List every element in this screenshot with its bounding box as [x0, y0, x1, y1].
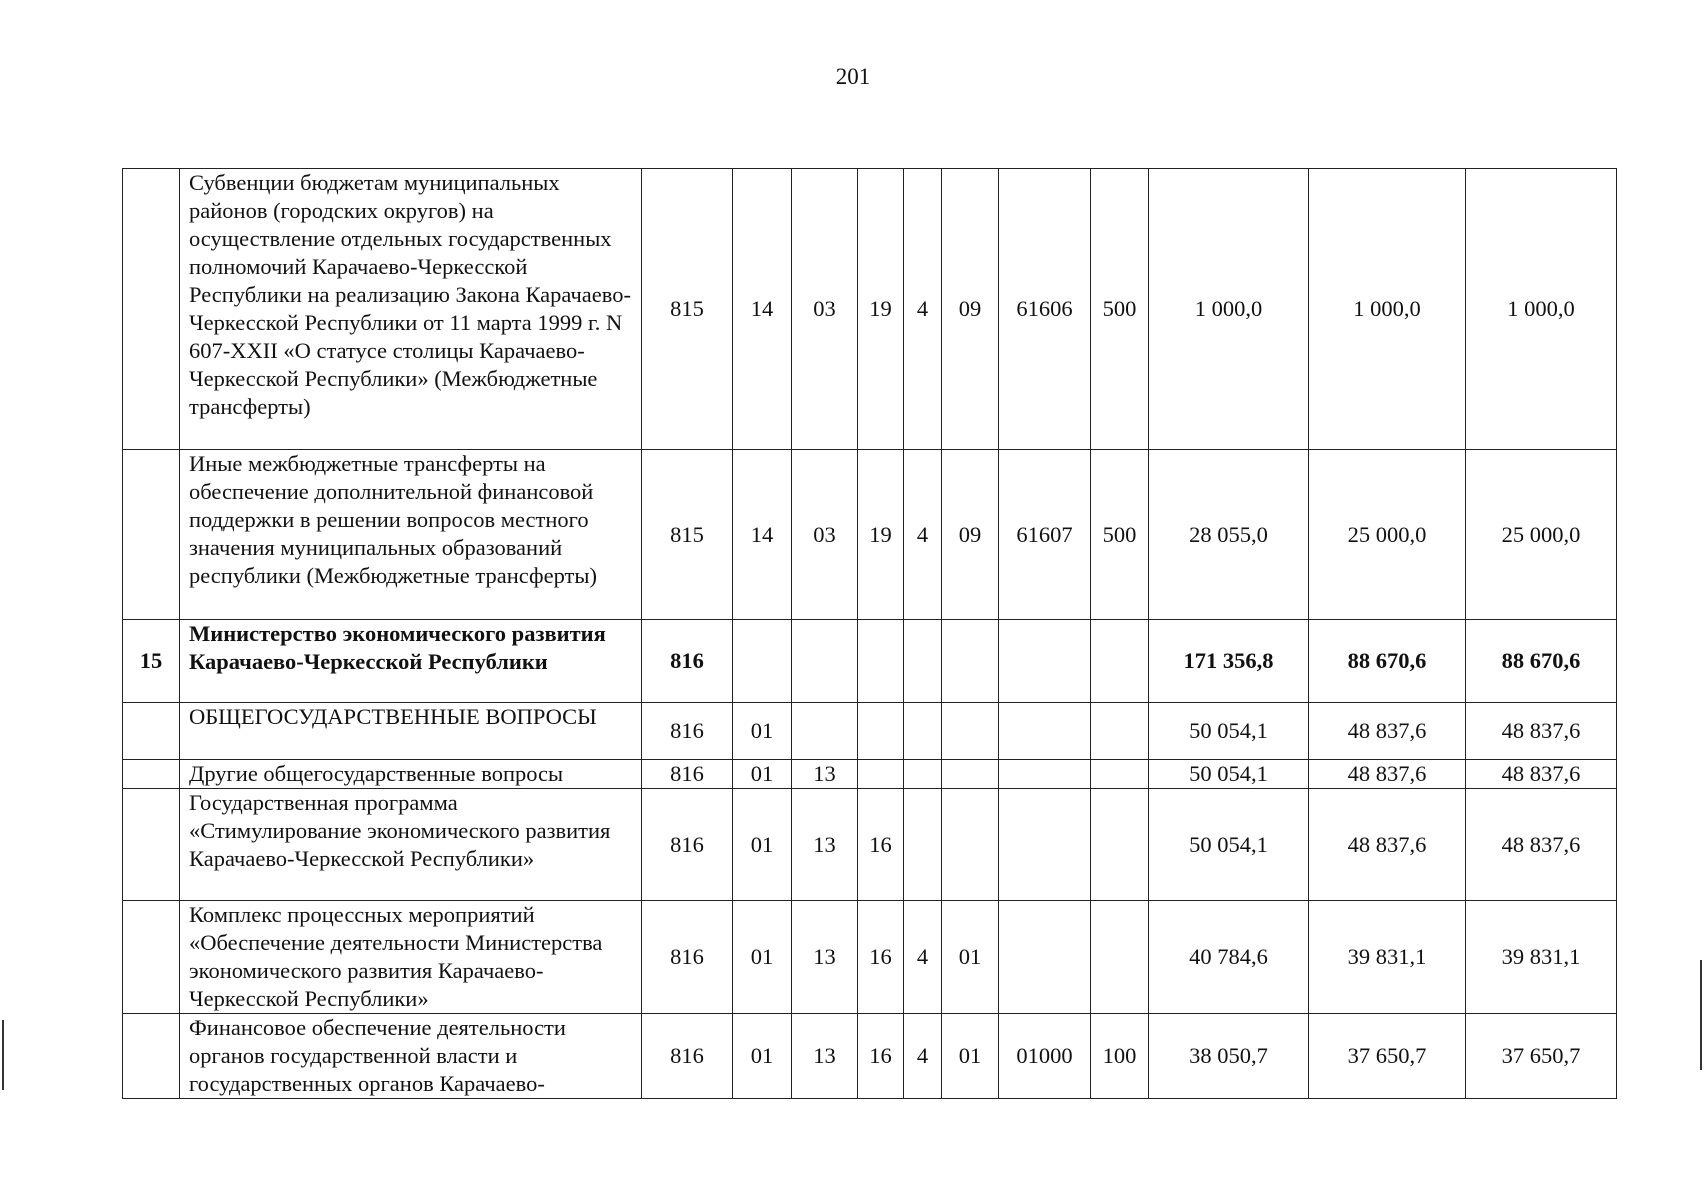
program-code-cell: 19: [858, 169, 904, 450]
expense-type-code-cell: [1091, 703, 1149, 760]
amount-year3-cell: 1 000,0: [1466, 169, 1617, 450]
department-code-cell: 816: [642, 703, 733, 760]
direction-code-cell: [999, 901, 1091, 1014]
direction-code-cell: [999, 760, 1091, 789]
item-name-cell: ОБЩЕГОСУДАРСТВЕННЫЕ ВОПРОСЫ: [180, 703, 642, 760]
subsection-code-cell: 03: [792, 450, 858, 620]
item-name-cell: Субвенции бюджетам муниципальных районов (городских округов) на осуществление отдельных государственных полномочий Карачаево-Черкесской Республики на реализацию Закона Карачаево-Черкесской Республики от 11 марта 1999 г. N 607-XXII «О статусе столицы Карачаево-Черкесской Республики» (Межбюджетные трансферты): [180, 169, 642, 450]
amount-year3-cell: 39 831,1: [1466, 901, 1617, 1014]
subsection-code-cell: 03: [792, 169, 858, 450]
program-code-cell: [858, 620, 904, 703]
amount-year3-cell: 48 837,6: [1466, 789, 1617, 901]
section-code-cell: 01: [733, 760, 792, 789]
program-code-cell: [858, 703, 904, 760]
expense-type-code-cell: 500: [1091, 169, 1149, 450]
section-code-cell: [733, 620, 792, 703]
amount-year2-cell: 37 650,7: [1309, 1014, 1466, 1099]
subsection-code-cell: 13: [792, 901, 858, 1014]
row-number-cell: [123, 901, 180, 1014]
program-code-cell: 16: [858, 901, 904, 1014]
expense-type-code-cell: [1091, 789, 1149, 901]
row-number-cell: [123, 789, 180, 901]
row-number-cell: [123, 450, 180, 620]
table-row: [123, 620, 1617, 703]
row-number-cell: [123, 169, 180, 450]
subprogram-code-cell: 09: [942, 169, 999, 450]
row-number-cell: [123, 760, 180, 789]
item-name-cell: Финансовое обеспечение деятельности органов государственной власти и государственных органов Карачаево-: [180, 1014, 642, 1099]
amount-year2-cell: 25 000,0: [1309, 450, 1466, 620]
scan-margin-line-left: [2, 1020, 4, 1090]
subprogram-code-cell: [942, 620, 999, 703]
department-code-cell: 816: [642, 1014, 733, 1099]
amount-year1-cell: 50 054,1: [1149, 703, 1309, 760]
expense-type-code-cell: 100: [1091, 1014, 1149, 1099]
program-code-cell: 19: [858, 450, 904, 620]
program-type-code-cell: [904, 789, 942, 901]
item-name-cell: Министерство экономического развития Карачаево-Черкесской Республики: [180, 620, 642, 703]
section-code-cell: 01: [733, 901, 792, 1014]
scan-margin-line-right: [1700, 960, 1702, 1070]
expense-type-code-cell: [1091, 901, 1149, 1014]
subsection-code-cell: 13: [792, 1014, 858, 1099]
table-row: [123, 169, 1617, 450]
section-code-cell: 01: [733, 789, 792, 901]
amount-year1-cell: 40 784,6: [1149, 901, 1309, 1014]
table-row: [123, 789, 1617, 901]
budget-table: [122, 168, 1617, 1099]
table-row: [123, 760, 1617, 789]
subprogram-code-cell: 01: [942, 901, 999, 1014]
expense-type-code-cell: 500: [1091, 450, 1149, 620]
amount-year1-cell: 1 000,0: [1149, 169, 1309, 450]
table-row: [123, 450, 1617, 620]
page-number: 201: [835, 64, 871, 89]
amount-year2-cell: 88 670,6: [1309, 620, 1466, 703]
direction-code-cell: 61607: [999, 450, 1091, 620]
amount-year2-cell: 48 837,6: [1309, 760, 1466, 789]
direction-code-cell: 61606: [999, 169, 1091, 450]
subprogram-code-cell: [942, 703, 999, 760]
section-code-cell: 01: [733, 1014, 792, 1099]
expense-type-code-cell: [1091, 620, 1149, 703]
item-name-cell: Другие общегосударственные вопросы: [180, 760, 642, 789]
amount-year1-cell: 50 054,1: [1149, 760, 1309, 789]
program-type-code-cell: [904, 703, 942, 760]
subprogram-code-cell: [942, 789, 999, 901]
program-type-code-cell: 4: [904, 450, 942, 620]
direction-code-cell: [999, 789, 1091, 901]
amount-year2-cell: 39 831,1: [1309, 901, 1466, 1014]
department-code-cell: 816: [642, 620, 733, 703]
amount-year2-cell: 1 000,0: [1309, 169, 1466, 450]
direction-code-cell: [999, 620, 1091, 703]
direction-code-cell: [999, 703, 1091, 760]
amount-year1-cell: 38 050,7: [1149, 1014, 1309, 1099]
subprogram-code-cell: 01: [942, 1014, 999, 1099]
subsection-code-cell: 13: [792, 789, 858, 901]
subsection-code-cell: [792, 703, 858, 760]
row-number-cell: [123, 703, 180, 760]
program-code-cell: 16: [858, 789, 904, 901]
row-number-cell: [123, 1014, 180, 1099]
program-type-code-cell: [904, 760, 942, 789]
section-code-cell: 14: [733, 450, 792, 620]
item-name-cell: Государственная программа «Стимулирование экономического развития Карачаево-Черкесской Республики»: [180, 789, 642, 901]
department-code-cell: 815: [642, 169, 733, 450]
item-name-cell: Иные межбюджетные трансферты на обеспечение дополнительной финансовой поддержки в решении вопросов местного значения муниципальных образований республики (Межбюджетные трансферты): [180, 450, 642, 620]
section-code-cell: 14: [733, 169, 792, 450]
table-row: [123, 703, 1617, 760]
department-code-cell: 816: [642, 901, 733, 1014]
amount-year3-cell: 48 837,6: [1466, 760, 1617, 789]
amount-year3-cell: 48 837,6: [1466, 703, 1617, 760]
department-code-cell: 816: [642, 760, 733, 789]
program-type-code-cell: 4: [904, 901, 942, 1014]
amount-year1-cell: 28 055,0: [1149, 450, 1309, 620]
subprogram-code-cell: 09: [942, 450, 999, 620]
program-code-cell: [858, 760, 904, 789]
amount-year2-cell: 48 837,6: [1309, 789, 1466, 901]
amount-year3-cell: 88 670,6: [1466, 620, 1617, 703]
section-code-cell: 01: [733, 703, 792, 760]
table-row: [123, 1014, 1617, 1099]
program-type-code-cell: 4: [904, 169, 942, 450]
amount-year3-cell: 37 650,7: [1466, 1014, 1617, 1099]
program-type-code-cell: 4: [904, 1014, 942, 1099]
expense-type-code-cell: [1091, 760, 1149, 789]
row-number-cell: 15: [123, 620, 180, 703]
subsection-code-cell: [792, 620, 858, 703]
amount-year2-cell: 48 837,6: [1309, 703, 1466, 760]
amount-year3-cell: 25 000,0: [1466, 450, 1617, 620]
subprogram-code-cell: [942, 760, 999, 789]
table-row: [123, 901, 1617, 1014]
amount-year1-cell: 171 356,8: [1149, 620, 1309, 703]
program-type-code-cell: [904, 620, 942, 703]
department-code-cell: 815: [642, 450, 733, 620]
direction-code-cell: 01000: [999, 1014, 1091, 1099]
item-name-cell: Комплекс процессных мероприятий «Обеспечение деятельности Министерства экономического развития Карачаево-Черкесской Республики»: [180, 901, 642, 1014]
department-code-cell: 816: [642, 789, 733, 901]
subsection-code-cell: 13: [792, 760, 858, 789]
program-code-cell: 16: [858, 1014, 904, 1099]
amount-year1-cell: 50 054,1: [1149, 789, 1309, 901]
